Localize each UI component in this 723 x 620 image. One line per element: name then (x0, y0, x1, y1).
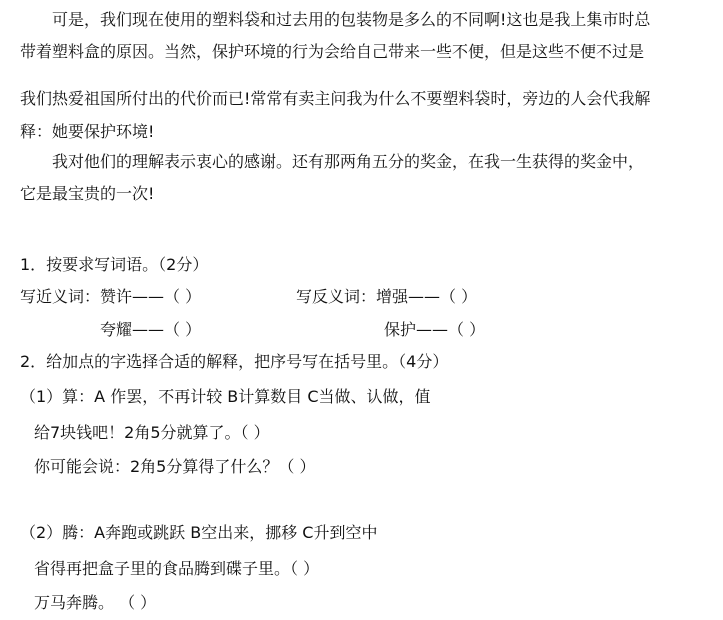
q1-item-kuayao[interactable]: 夸耀——（ ） (100, 320, 202, 339)
passage-line-1: 可是，我们现在使用的塑料袋和过去用的包装物是多么的不同啊!这也是我上集市时总 (52, 10, 651, 29)
passage-line-3: 我们热爱祖国所付出的代价而已!常常有卖主问我为什么不要塑料袋时，旁边的人会代我解 (20, 89, 651, 108)
q2-sub1-head: （1）算：A 作罢，不再计较 B计算数目 C当做、认做，值 (20, 387, 431, 406)
passage-line-4: 释：她要保护环境! (20, 122, 155, 141)
q2-sub2-example-1[interactable]: 省得再把盒子里的食品腾到碟子里。（ ） (34, 559, 320, 578)
q2-sub1-example-1[interactable]: 给7块钱吧！2角5分就算了。（ ） (34, 423, 270, 442)
q1-item-zengqiang[interactable]: 增强——（ ） (376, 287, 478, 306)
q1-antonym-label: 写反义词： (296, 287, 377, 306)
q1-item-zanxu[interactable]: 赞许——（ ） (100, 287, 202, 306)
q2-sub2-head: （2）腾：A奔跑或跳跃 B空出来，挪移 C升到空中 (20, 523, 378, 542)
q1-synonym-row (20, 287, 201, 307)
q1-antonym-row (296, 287, 477, 307)
q1-item-baohu[interactable]: 保护——（ ） (384, 320, 486, 339)
q2-title: 2．给加点的字选择合适的解释，把序号写在括号里。（4分） (20, 352, 449, 371)
q2-sub2-example-2[interactable]: 万马奔腾。 （ ） (34, 593, 157, 612)
passage-line-2: 带着塑料盒的原因。当然，保护环境的行为会给自己带来一些不便，但是这些不便不过是 (20, 42, 645, 61)
q1-synonym-label: 写近义词： (20, 287, 101, 306)
passage-line-6: 它是最宝贵的一次! (20, 184, 155, 203)
q1-title: 1．按要求写词语。（2分） (20, 255, 209, 274)
passage-line-5: 我对他们的理解表示衷心的感谢。还有那两角五分的奖金，在我一生获得的奖金中， (52, 152, 645, 171)
q2-sub1-example-2[interactable]: 你可能会说：2角5分算得了什么？（ ） (34, 457, 316, 476)
